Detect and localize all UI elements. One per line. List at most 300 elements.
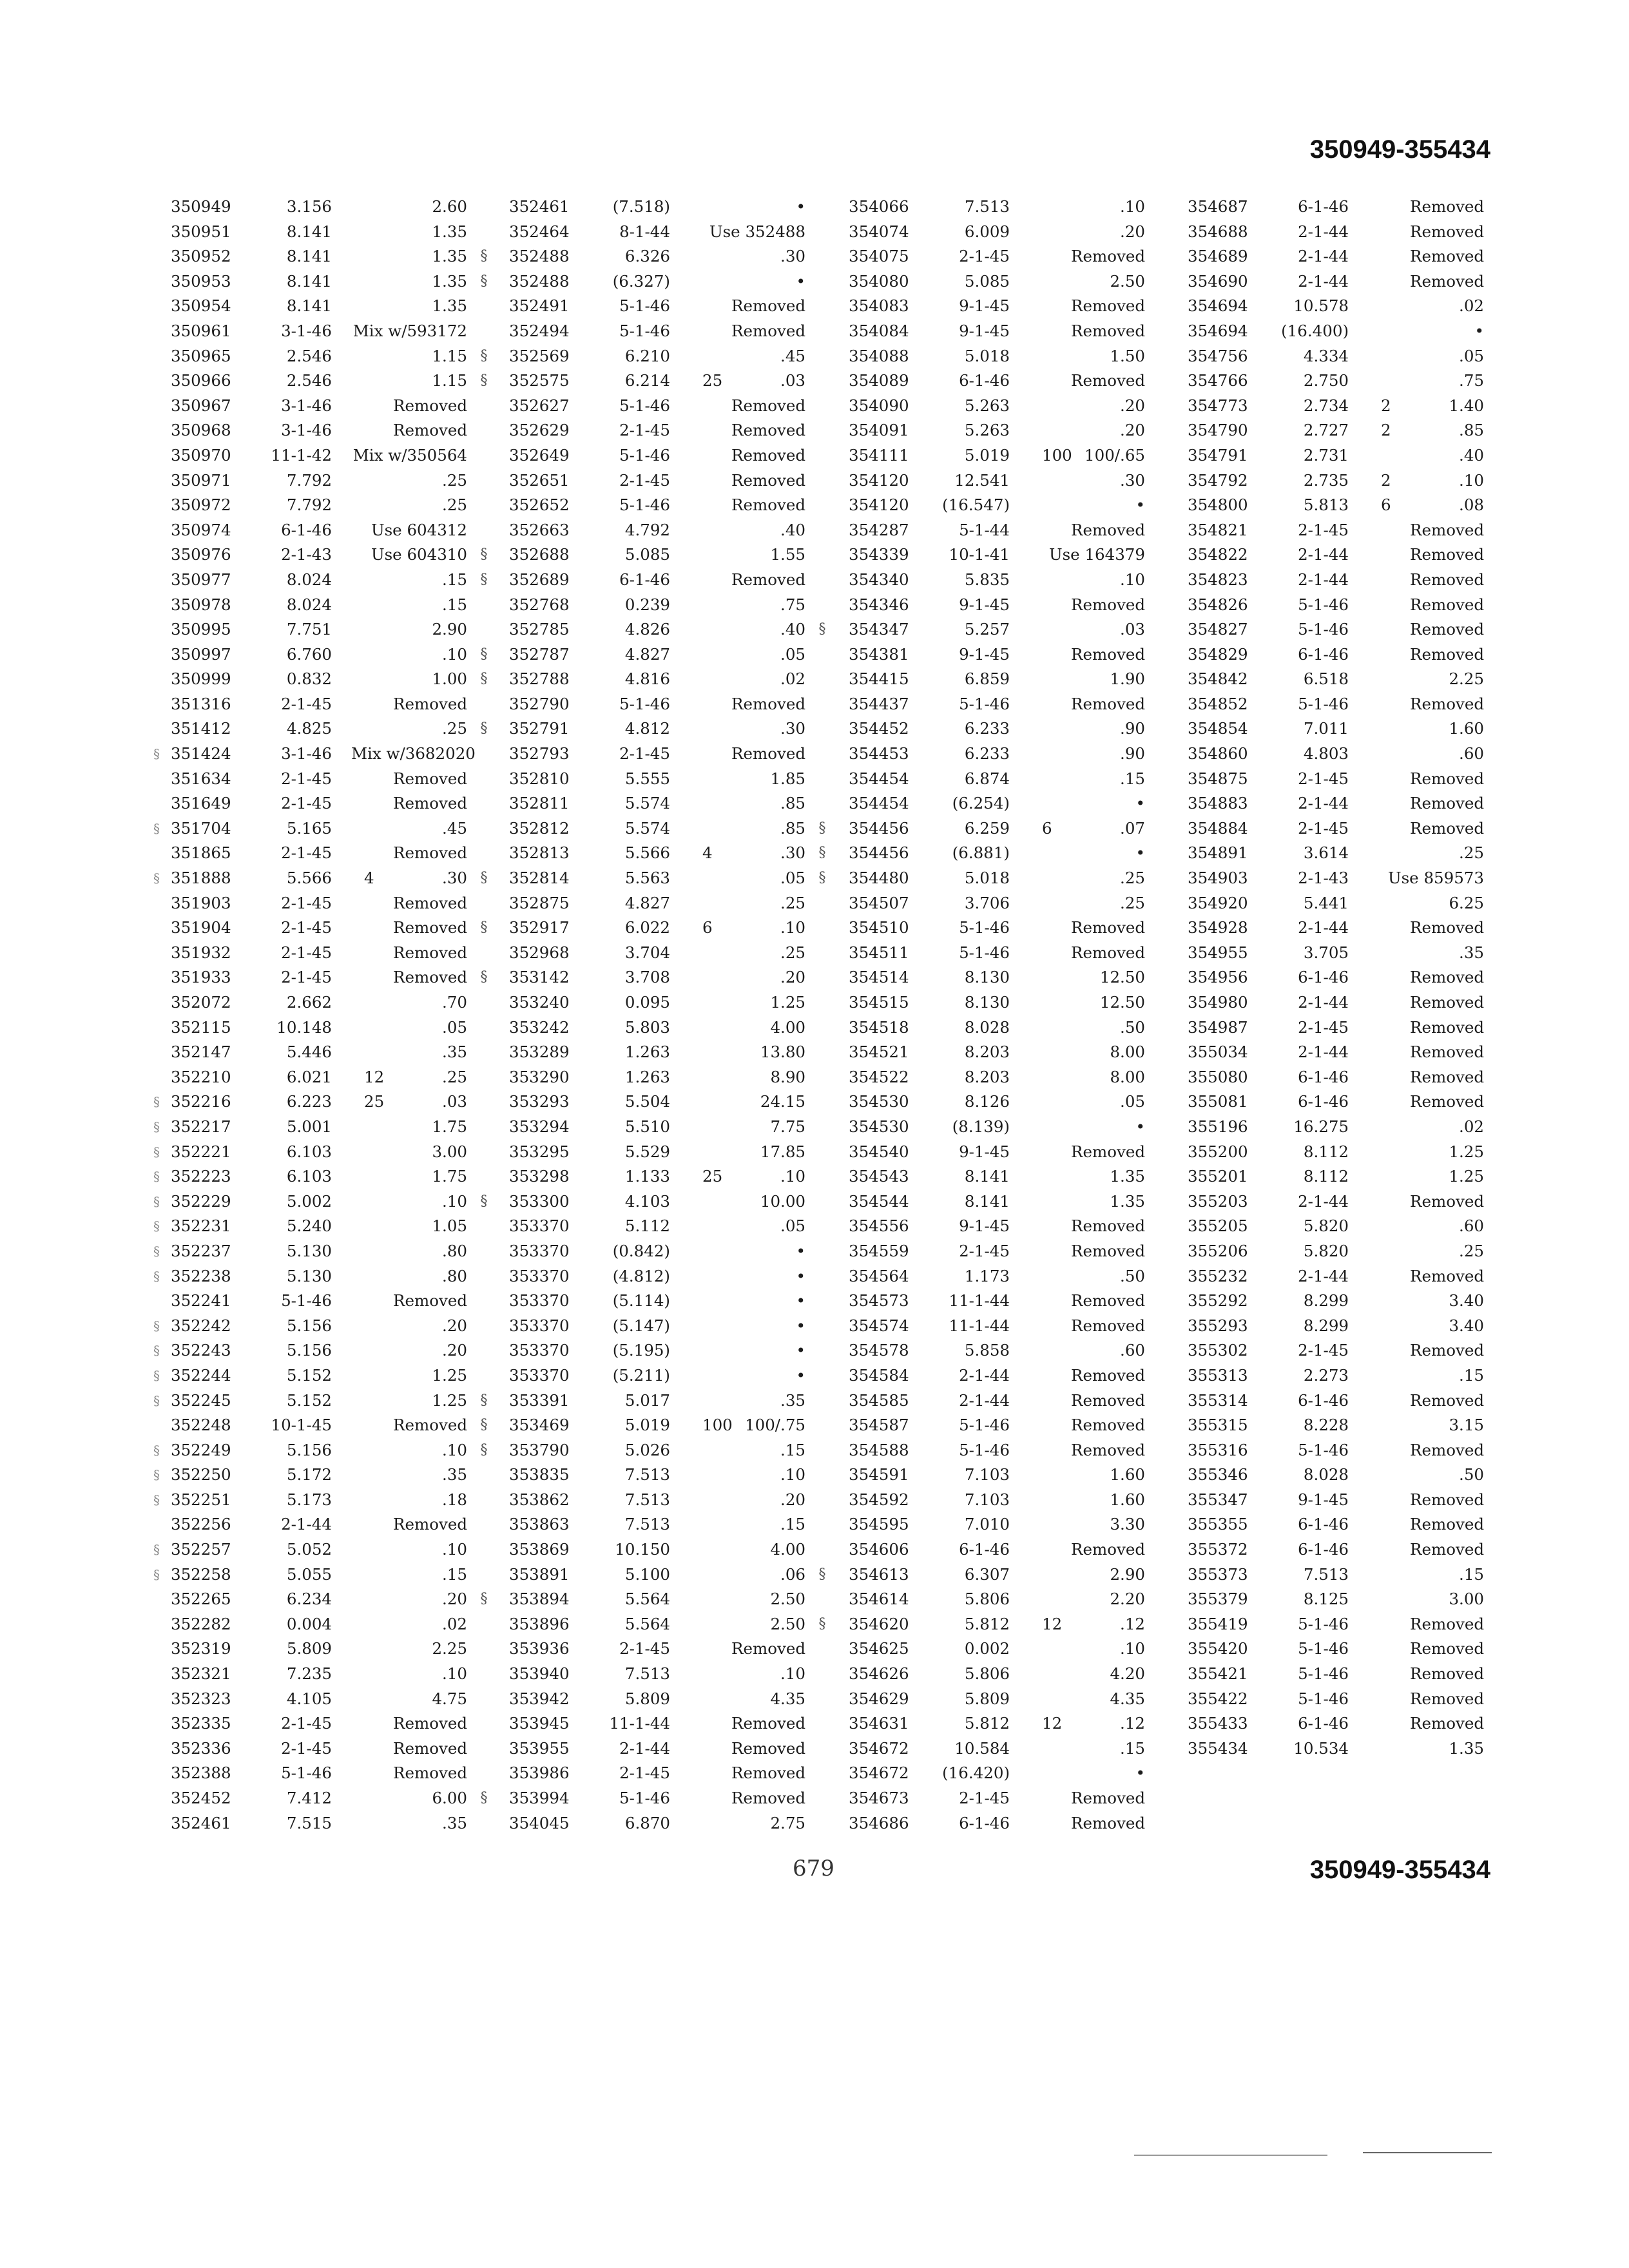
- part-number: 354544: [849, 1191, 909, 1211]
- part-number: 352768: [509, 595, 570, 614]
- value: .10: [1120, 1639, 1145, 1658]
- part-number: 352788: [509, 669, 570, 689]
- value: Removed: [1071, 321, 1145, 340]
- value: .90: [1120, 719, 1145, 738]
- table-row: [849, 1463, 1174, 1488]
- table-row: [849, 1363, 1174, 1389]
- table-row: [509, 1612, 834, 1637]
- price-or-date: 6.518: [1303, 669, 1349, 689]
- part-number: 350951: [171, 222, 231, 241]
- value: .15: [780, 1440, 805, 1459]
- value: Removed: [1410, 1639, 1484, 1658]
- price-or-date: 11-1-44: [949, 1291, 1010, 1311]
- table-row: [849, 767, 1174, 792]
- table-row: [171, 965, 496, 990]
- price-or-date: (6.254): [952, 794, 1010, 813]
- price-or-date: 2-1-45: [1298, 520, 1349, 539]
- part-number: 354591: [849, 1465, 909, 1485]
- value: Use 604312: [371, 520, 467, 539]
- part-number: 354120: [849, 470, 909, 490]
- table-row: [1188, 891, 1513, 916]
- table-row: [849, 1488, 1174, 1513]
- price-or-date: 3-1-46: [281, 321, 332, 340]
- value: 10.00: [760, 1191, 805, 1211]
- table-row: [509, 1662, 834, 1687]
- part-number: 354556: [849, 1216, 909, 1236]
- table-row: [171, 667, 496, 692]
- value: Removed: [1410, 769, 1484, 788]
- value: .85: [1459, 421, 1484, 440]
- value: Removed: [393, 943, 467, 962]
- price-or-date: 6.210: [624, 346, 670, 365]
- table-row: [509, 1264, 834, 1289]
- quantity: 2: [1381, 421, 1391, 440]
- part-number: 354530: [849, 1092, 909, 1111]
- price-or-date: 7.103: [964, 1465, 1010, 1485]
- quantity: 100: [1042, 445, 1072, 465]
- value: Removed: [393, 396, 467, 415]
- table-row: [1188, 319, 1513, 344]
- price-or-date: 5.100: [624, 1564, 670, 1584]
- price-or-date: 4.812: [624, 719, 670, 738]
- table-row: [509, 941, 834, 966]
- value: .50: [1459, 1465, 1484, 1485]
- table-row: [1188, 692, 1513, 717]
- price-or-date: 5.019: [964, 445, 1010, 465]
- value: .25: [780, 943, 805, 962]
- price-or-date: 2-1-44: [959, 1390, 1010, 1410]
- price-or-date: 5-1-46: [619, 495, 670, 515]
- part-number: 354766: [1188, 371, 1248, 390]
- table-row: [849, 965, 1174, 990]
- table-row: [509, 716, 834, 742]
- table-row: [153, 1438, 496, 1463]
- value: .02: [442, 1614, 467, 1633]
- price-or-date: 6-1-46: [1298, 1067, 1349, 1086]
- part-number: 355232: [1188, 1266, 1248, 1285]
- part-number: 354587: [849, 1416, 909, 1435]
- section-mark: §: [818, 845, 826, 861]
- price-or-date: 5-1-46: [1298, 1664, 1349, 1684]
- value: Removed: [393, 893, 467, 912]
- price-or-date: 6.022: [624, 918, 670, 937]
- table-row: [153, 1463, 496, 1488]
- value: 3.40: [1449, 1316, 1484, 1335]
- page-footer-range: 350949-355434: [1309, 1856, 1490, 1884]
- part-number: 350999: [171, 669, 231, 689]
- value: Removed: [1410, 993, 1484, 1012]
- value: 2.25: [1449, 669, 1484, 689]
- table-row: [171, 443, 496, 468]
- part-number: 353986: [509, 1763, 570, 1783]
- value: Removed: [731, 570, 805, 589]
- part-number: 354800: [1188, 495, 1248, 515]
- table-row: [153, 1090, 496, 1115]
- part-number: 354089: [849, 371, 909, 390]
- table-row: [509, 1363, 834, 1389]
- quantity: 12: [364, 1067, 385, 1086]
- price-or-date: 5.858: [964, 1341, 1010, 1360]
- price-or-date: 9-1-45: [959, 296, 1010, 316]
- table-row: [1188, 1413, 1513, 1438]
- part-number: 353994: [509, 1789, 570, 1807]
- table-row: [1188, 1736, 1513, 1762]
- table-row: [153, 1115, 496, 1140]
- value: .35: [442, 1465, 467, 1485]
- part-number: 355355: [1188, 1515, 1248, 1534]
- table-row: [849, 394, 1174, 419]
- part-number: 353942: [509, 1689, 570, 1708]
- price-or-date: 8.299: [1303, 1316, 1349, 1335]
- table-row: [509, 344, 834, 369]
- price-or-date: 8.028: [964, 1017, 1010, 1037]
- value: .35: [780, 1390, 805, 1410]
- part-number: 351888: [171, 869, 231, 888]
- row-mark: §: [153, 820, 160, 836]
- price-or-date: 9-1-45: [1298, 1490, 1349, 1509]
- price-or-date: 7.513: [624, 1465, 670, 1485]
- price-or-date: 6.021: [286, 1067, 332, 1086]
- part-number: 355422: [1188, 1689, 1248, 1708]
- price-or-date: 10.534: [1293, 1738, 1349, 1758]
- table-row: [509, 1015, 834, 1041]
- table-row: [849, 1587, 1174, 1612]
- price-or-date: 6.259: [964, 818, 1010, 838]
- price-or-date: 8.141: [286, 296, 332, 316]
- part-number: 354756: [1188, 346, 1248, 365]
- value: 3.15: [1449, 1416, 1484, 1435]
- value: 1.25: [1449, 1167, 1484, 1186]
- table-row: [849, 1786, 1174, 1811]
- value: Removed: [1410, 1017, 1484, 1037]
- price-or-date: 7.513: [624, 1664, 670, 1684]
- value: .20: [1120, 396, 1145, 415]
- price-or-date: 5-1-46: [281, 1291, 332, 1311]
- price-or-date: 2-1-45: [281, 843, 332, 863]
- part-number: 352629: [509, 421, 570, 440]
- table-row: [849, 1338, 1174, 1363]
- part-number: 350970: [171, 445, 231, 465]
- value: .80: [442, 1241, 467, 1260]
- price-or-date: 5.564: [624, 1590, 670, 1609]
- price-or-date: 6-1-46: [1298, 197, 1349, 216]
- row-mark: §: [153, 1193, 160, 1209]
- table-row: [171, 1015, 496, 1041]
- value: .30: [780, 247, 805, 266]
- price-or-date: 8-1-44: [619, 222, 670, 241]
- value: Removed: [393, 1714, 467, 1733]
- value: .02: [1459, 1117, 1484, 1136]
- price-or-date: 0.832: [286, 669, 332, 689]
- section-mark: §: [480, 671, 488, 687]
- table-row: [849, 1140, 1174, 1165]
- value: 13.80: [760, 1043, 805, 1062]
- table-row: [509, 1413, 834, 1438]
- table-row: [509, 791, 834, 816]
- part-number: 355434: [1188, 1738, 1248, 1758]
- value: Removed: [731, 296, 805, 316]
- value: .18: [442, 1490, 467, 1509]
- table-row: [171, 1413, 496, 1438]
- value: .02: [780, 669, 805, 689]
- value: •: [796, 1316, 805, 1335]
- price-or-date: 3-1-46: [281, 396, 332, 415]
- part-number: 353370: [509, 1365, 570, 1385]
- value: 3.00: [432, 1142, 467, 1161]
- price-or-date: 6.009: [964, 222, 1010, 241]
- table-row: [509, 220, 834, 245]
- value: 1.50: [1110, 346, 1145, 365]
- part-number: 351904: [171, 918, 231, 937]
- part-number: 354821: [1188, 520, 1248, 539]
- price-or-date: 2-1-44: [1298, 794, 1349, 813]
- part-number: 352651: [509, 470, 570, 490]
- part-number: 352217: [171, 1117, 231, 1136]
- value: 1.35: [1110, 1167, 1145, 1186]
- part-number: 355203: [1188, 1191, 1248, 1211]
- table-row: [849, 1438, 1174, 1463]
- part-number: 352238: [171, 1266, 231, 1285]
- value: Use 164379: [1048, 545, 1145, 564]
- part-number: 354626: [849, 1664, 909, 1684]
- table-row: [1188, 1314, 1513, 1339]
- value: 8.00: [1110, 1067, 1145, 1086]
- part-number: 355372: [1188, 1540, 1248, 1559]
- table-row: [849, 1189, 1174, 1215]
- table-row: [509, 1189, 834, 1215]
- part-number: 354573: [849, 1291, 909, 1311]
- table-row: [509, 1786, 834, 1811]
- table-row: [509, 965, 834, 990]
- table-row: [509, 493, 834, 518]
- price-or-date: 10.578: [1293, 296, 1349, 316]
- part-number: 352791: [509, 719, 570, 738]
- price-or-date: 5-1-46: [1298, 1614, 1349, 1633]
- table-row: [1188, 394, 1513, 419]
- table-row: [849, 1015, 1174, 1041]
- part-number: 354480: [849, 869, 909, 888]
- price-or-date: (6.881): [952, 843, 1010, 863]
- table-row: [153, 742, 496, 767]
- row-mark: §: [153, 1243, 160, 1259]
- value: .85: [780, 794, 805, 813]
- part-number: 352072: [171, 993, 231, 1012]
- part-number: 351424: [171, 744, 231, 764]
- part-number: 354694: [1188, 296, 1248, 316]
- table-row: [509, 294, 834, 319]
- price-or-date: 5.112: [624, 1216, 670, 1236]
- price-or-date: 3-1-46: [281, 744, 332, 764]
- part-number: 354515: [849, 993, 909, 1012]
- table-row: [509, 1115, 834, 1140]
- part-number: 350976: [171, 545, 231, 564]
- part-number: 354672: [849, 1738, 909, 1758]
- row-mark: §: [153, 1566, 160, 1582]
- value: .15: [780, 1515, 805, 1534]
- part-number: 350977: [171, 570, 231, 589]
- part-number: 351634: [171, 769, 231, 788]
- value: Removed: [1071, 918, 1145, 937]
- price-or-date: 5.001: [286, 1117, 332, 1136]
- value: Removed: [1410, 918, 1484, 937]
- table-row: [509, 244, 834, 269]
- price-or-date: 2.750: [1303, 371, 1349, 390]
- value: .25: [442, 1067, 467, 1086]
- value: .30: [1120, 470, 1145, 490]
- price-or-date: 6.234: [286, 1590, 332, 1609]
- value: .90: [1120, 744, 1145, 764]
- table-row: [849, 1413, 1174, 1438]
- price-or-date: 5-1-46: [619, 1789, 670, 1807]
- value: Removed: [393, 694, 467, 713]
- part-number: 353293: [509, 1092, 570, 1111]
- table-row: [509, 269, 834, 294]
- part-number: 354340: [849, 570, 909, 589]
- part-number: 352248: [171, 1416, 231, 1435]
- part-number: 354595: [849, 1515, 909, 1534]
- price-or-date: 2-1-44: [1298, 247, 1349, 266]
- table-row: [1188, 1015, 1513, 1041]
- quantity: 25: [702, 1167, 723, 1186]
- table-row: [171, 841, 496, 866]
- value: 2.50: [1110, 271, 1145, 291]
- price-or-date: 8.141: [286, 271, 332, 291]
- price-or-date: 2-1-44: [1298, 1043, 1349, 1062]
- value: .05: [442, 1017, 467, 1037]
- part-number: 355205: [1188, 1216, 1248, 1236]
- table-row: [509, 816, 834, 841]
- table-row: [849, 1389, 1174, 1414]
- value: 17.85: [760, 1142, 805, 1161]
- value: 4.20: [1110, 1664, 1145, 1684]
- value: 100/.65: [1084, 445, 1145, 465]
- part-number: 352875: [509, 893, 570, 912]
- table-row: [1188, 344, 1513, 369]
- price-or-date: 10.150: [615, 1540, 670, 1559]
- table-row: [1188, 1115, 1513, 1140]
- table-row: [1188, 1438, 1513, 1463]
- price-or-date: (4.812): [612, 1266, 670, 1285]
- value: Removed: [393, 421, 467, 440]
- value: .12: [1120, 1714, 1145, 1733]
- value: .60: [1120, 1341, 1145, 1360]
- table-row: [171, 941, 496, 966]
- table-row: [1188, 518, 1513, 543]
- value: 2.75: [770, 1813, 805, 1832]
- table-row: [1188, 1363, 1513, 1389]
- part-number: 352488: [509, 271, 570, 291]
- value: Removed: [1071, 247, 1145, 266]
- price-or-date: 2-1-44: [1298, 222, 1349, 241]
- part-number: 354694: [1188, 321, 1248, 340]
- part-number: 355379: [1188, 1590, 1248, 1609]
- price-or-date: 5-1-46: [1298, 1639, 1349, 1658]
- part-number: 353298: [509, 1167, 570, 1186]
- part-number: 354673: [849, 1789, 909, 1807]
- part-number: 354287: [849, 520, 909, 539]
- table-row: [849, 418, 1174, 443]
- value: .20: [780, 968, 805, 987]
- value: 1.60: [1449, 719, 1484, 738]
- value: Removed: [731, 744, 805, 764]
- row-mark: §: [153, 1492, 160, 1508]
- table-row: [509, 1562, 834, 1588]
- part-number: 354860: [1188, 744, 1248, 764]
- part-number: 354854: [1188, 719, 1248, 738]
- value: 4.35: [770, 1689, 805, 1708]
- part-number: 352249: [171, 1440, 231, 1459]
- value: Removed: [393, 769, 467, 788]
- part-number: 352814: [509, 869, 570, 888]
- table-row: [1188, 617, 1513, 642]
- value: •: [1135, 843, 1145, 863]
- price-or-date: 8.112: [1303, 1142, 1349, 1161]
- table-row: [509, 916, 834, 941]
- value: .03: [1120, 620, 1145, 639]
- price-or-date: 9-1-45: [959, 644, 1010, 664]
- price-or-date: 4.792: [624, 520, 670, 539]
- value: •: [796, 1241, 805, 1260]
- table-row: [1188, 791, 1513, 816]
- table-row: [849, 692, 1174, 717]
- part-number: 354980: [1188, 993, 1248, 1012]
- price-or-date: 7.412: [286, 1789, 332, 1807]
- price-or-date: 5-1-46: [619, 396, 670, 415]
- part-number: 350967: [171, 396, 231, 415]
- value: Removed: [1071, 1316, 1145, 1335]
- section-mark: §: [480, 347, 488, 364]
- table-row: [153, 816, 496, 841]
- value: 1.35: [1449, 1738, 1484, 1758]
- price-or-date: 2-1-43: [1298, 869, 1349, 888]
- table-row: [1188, 593, 1513, 618]
- section-mark: §: [480, 546, 488, 563]
- value: 3.40: [1449, 1291, 1484, 1311]
- value: Removed: [1410, 1440, 1484, 1459]
- value: 1.35: [432, 222, 467, 241]
- part-number: 352251: [171, 1490, 231, 1509]
- price-or-date: 11-1-44: [609, 1714, 670, 1733]
- price-or-date: 2-1-45: [619, 470, 670, 490]
- table-row: [171, 1736, 496, 1762]
- price-or-date: 2-1-45: [619, 744, 670, 764]
- table-row: [849, 1736, 1174, 1762]
- price-or-date: 6.874: [964, 769, 1010, 788]
- price-or-date: 5.165: [286, 818, 332, 838]
- part-number: 353391: [509, 1390, 570, 1410]
- table-row: [849, 1040, 1174, 1065]
- table-row: [171, 767, 496, 792]
- value: Removed: [731, 1789, 805, 1807]
- table-row: [1188, 667, 1513, 692]
- row-mark: §: [153, 1268, 160, 1284]
- price-or-date: 5.820: [1303, 1241, 1349, 1260]
- value: Removed: [1071, 1789, 1145, 1807]
- table-row: [171, 593, 496, 618]
- table-row: [509, 1214, 834, 1239]
- table-row: [171, 294, 496, 319]
- price-or-date: 6.223: [286, 1092, 332, 1111]
- price-or-date: 6-1-46: [1298, 1540, 1349, 1559]
- row-mark: §: [153, 1218, 160, 1235]
- price-or-date: 2-1-45: [1298, 818, 1349, 838]
- part-number: 352231: [171, 1216, 231, 1236]
- table-row: [171, 394, 496, 419]
- part-number: 352237: [171, 1241, 231, 1260]
- price-or-date: 2-1-45: [281, 893, 332, 912]
- table-row: [849, 1687, 1174, 1712]
- part-number: 354456: [849, 818, 909, 838]
